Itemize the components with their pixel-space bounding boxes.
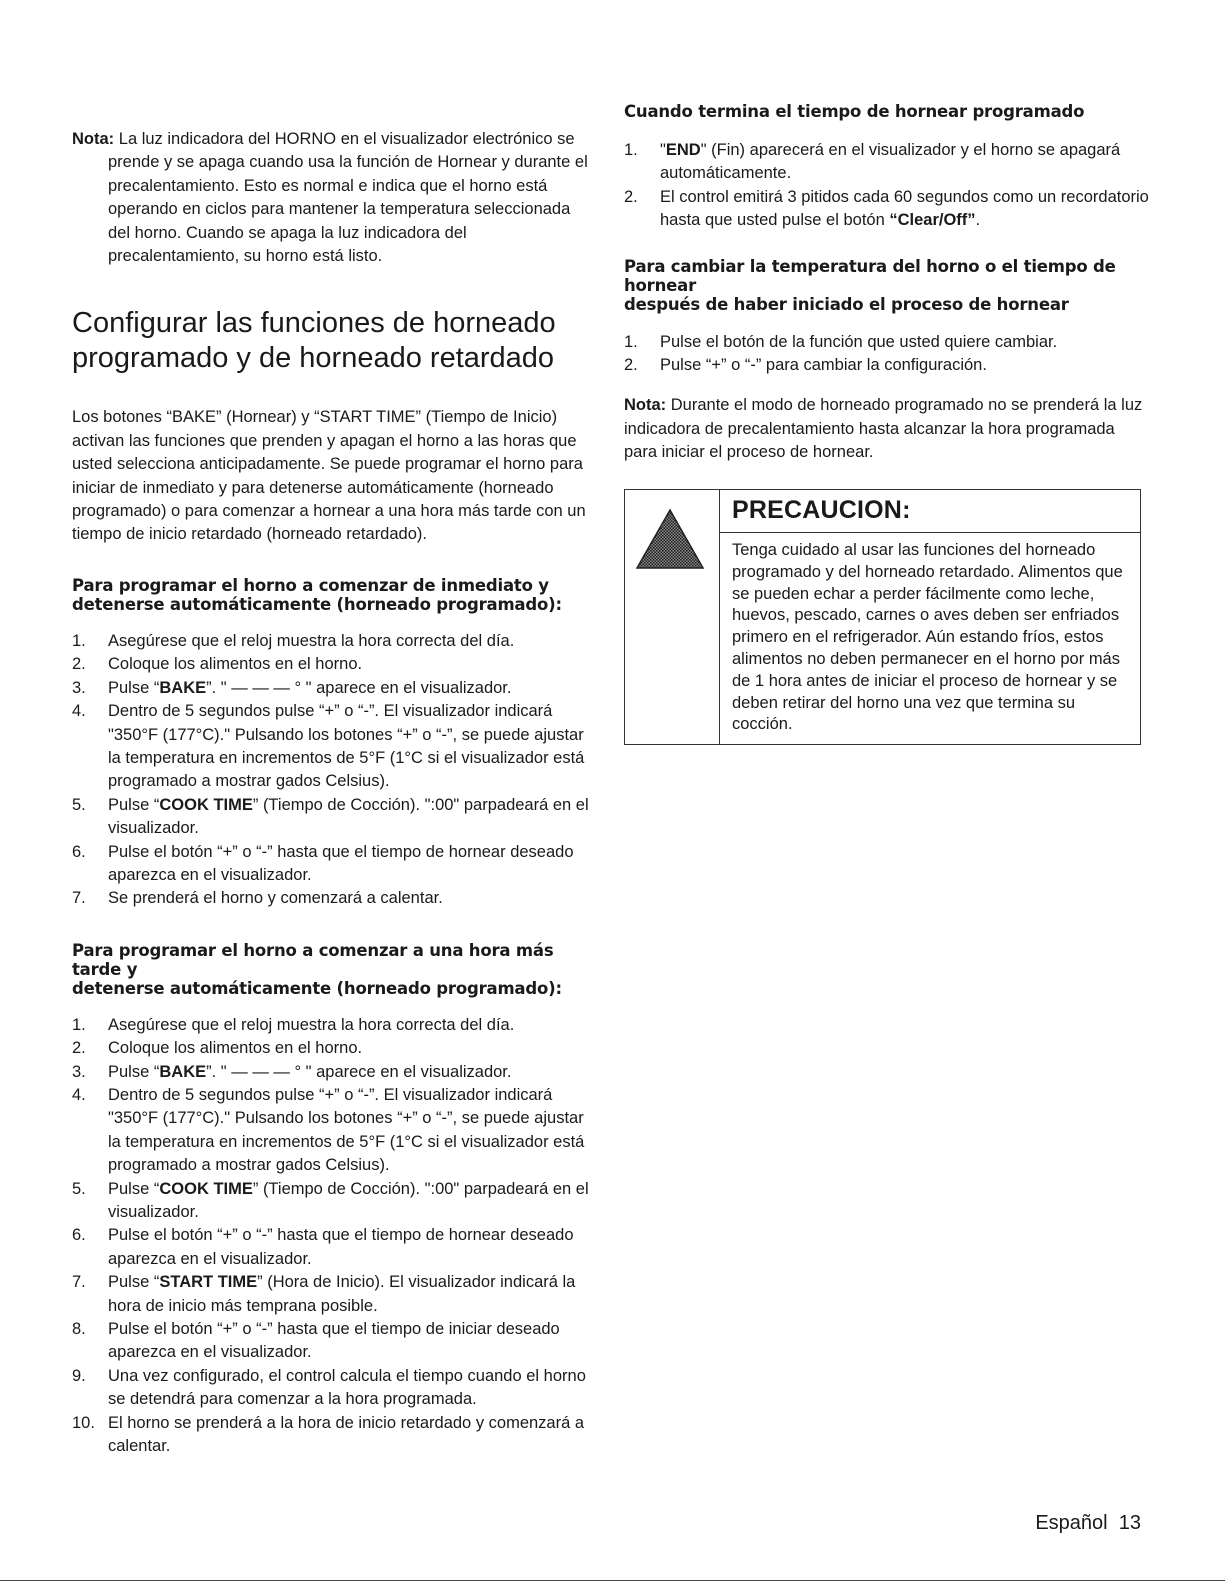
list-item [624, 186, 1149, 233]
end-of-time-heading: Cuando termina el tiempo de hornear programado [624, 102, 1085, 121]
list-item [624, 331, 1149, 354]
oven-light-note [72, 128, 592, 268]
caution-icon-cell [625, 490, 720, 744]
list-item [72, 1014, 592, 1037]
step-number: 5. [72, 795, 86, 814]
step-text: El horno se prenderá a la hora de inicio retardado y comenzará a calentar. [108, 1413, 585, 1456]
right-column [624, 102, 1149, 465]
step-number: 3. [72, 1062, 86, 1081]
change-heading-line1: Para cambiar la temperatura del horno o el tiempo de hornear [624, 256, 1116, 295]
step-text: Pulse el botón “+” o “-” hasta que el tiempo de hornear deseado aparezca en el visualizador. [108, 842, 574, 884]
step-number: 6. [72, 842, 86, 861]
step-number: 2. [624, 356, 638, 375]
caution-title-cell [720, 490, 1140, 533]
section-title-line1: Configurar las funciones de horneado [72, 307, 556, 340]
list-item [72, 630, 592, 653]
step-text: Pulse “+” o “-” para cambiar la configuración. [660, 356, 987, 375]
list-item [72, 700, 592, 794]
step-number: 1. [72, 631, 86, 650]
immediate-heading-line2: detenerse automáticamente (horneado programado): [72, 594, 562, 614]
list-item [72, 1318, 592, 1365]
delayed-heading [72, 941, 592, 998]
footer-language: Español [1035, 1512, 1108, 1534]
step-number: 2. [72, 655, 86, 674]
step-number: 9. [72, 1366, 86, 1385]
list-item [72, 1365, 592, 1412]
left-column [72, 128, 592, 1458]
step-number: 2. [72, 1039, 86, 1058]
step-text-after: ” (Tiempo de Cocción). ":00" parpadeará en el visualizador. [108, 795, 589, 838]
step-number: 1. [624, 141, 638, 159]
page-number: 13 [1118, 1512, 1141, 1534]
step-number: 1. [72, 1015, 86, 1034]
list-item [72, 887, 592, 910]
list-item [72, 794, 592, 841]
delayed-heading-line1: Para programar el horno a comenzar a una hora más tarde y [72, 940, 554, 979]
step-button-label: BAKE [159, 678, 207, 697]
step-text: Pulse el botón de la función que usted quiere cambiar. [660, 332, 1058, 351]
list-item [624, 139, 1149, 186]
delayed-steps-list [72, 1014, 592, 1459]
list-item [72, 677, 592, 700]
step-button-label: START TIME [159, 1273, 258, 1292]
step-text: Se prenderá el horno y comenzará a calentar. [108, 889, 443, 908]
intro-paragraph: Los botones “BAKE” (Hornear) y “START TIME” (Tiempo de Inicio) activan las funciones que prenden y apagan el horno a las horas que usted selecciona anticipadamente. Se puede programar el horno para iniciar de inmediato y para detenerse automáticamente (horneado programado) o para comenzar a hornear a una hora más tarde con un tiempo de inicio retardado (horneado retardado). [72, 408, 586, 544]
step-button-label: COOK TIME [159, 1179, 253, 1198]
step-text-after: ” (Hora de Inicio). El visualizador indicará la hora de inicio más temprana posible. [108, 1273, 576, 1315]
step-text: Coloque los alimentos en el horno. [108, 1039, 363, 1058]
warning-triangle-icon [635, 508, 705, 570]
change-steps-list [624, 331, 1149, 378]
section-title-line2: programado y de horneado retardado [72, 342, 555, 375]
note-label: Nota: [72, 130, 115, 148]
step-text: Pulse el botón “+” o “-” hasta que el tiempo de iniciar deseado aparezca en el visualizador. [108, 1320, 560, 1362]
step-text: Pulse “ [108, 678, 160, 697]
step-text-after: ” (Tiempo de Cocción). ":00" parpadeará en el visualizador. [108, 1179, 589, 1221]
step-number: 10. [72, 1413, 95, 1432]
list-item [72, 1178, 592, 1225]
step-number: 5. [72, 1179, 86, 1198]
step-text: Pulse “ [108, 1273, 160, 1292]
end-of-time-steps-list [624, 139, 1149, 233]
step-text-after: . [975, 211, 981, 230]
step-number: 8. [72, 1320, 86, 1339]
list-item [72, 1271, 592, 1318]
caution-title: PRECAUCION: [732, 496, 911, 524]
caution-text: Tenga cuidado al usar las funciones del horneado programado y del horneado retardado. Alimentos que se pueden echar a perder fácilmente como leche, huevos, pescado, carnes o aves deben ser enfriados primero en el refrigerador. Aún estando fríos, estos alimentos no deben permanecer en el horno por más de 1 hora antes de iniciar el proceso de hornear y se deben retirar del horno una vez que termina su cocción. [732, 541, 1123, 734]
page-footer [1035, 1512, 1141, 1535]
step-text: Pulse “ [108, 795, 160, 814]
step-text-after: " (Fin) aparecerá en el visualizador y el horno se apagará automáticamente. [660, 141, 1121, 183]
step-number: 6. [72, 1226, 86, 1245]
delayed-heading-line2: detenerse automáticamente (horneado programado): [72, 978, 562, 998]
immediate-heading [72, 576, 592, 614]
list-item [72, 1061, 592, 1084]
step-number: 4. [72, 702, 86, 721]
step-text: El control emitirá 3 pitidos cada 60 segundos como un recordatorio hasta que usted pulse el botón [660, 187, 1149, 230]
list-item [72, 841, 592, 888]
change-heading [624, 257, 1149, 314]
step-text: Asegúrese que el reloj muestra la hora correcta del día. [108, 1015, 515, 1034]
step-number: 1. [624, 332, 638, 351]
step-number: 3. [72, 678, 86, 697]
note-right-text: Durante el modo de horneado programado no se prenderá la luz indicadora de precalentamiento hasta alcanzar la hora programada para iniciar el proceso de hornear. [624, 396, 1143, 462]
step-text: Pulse “ [108, 1062, 160, 1081]
step-text: " [660, 141, 666, 159]
step-button-label: “Clear/Off” [889, 211, 976, 230]
step-text: Pulse el botón “+” o “-” hasta que el tiempo de hornear deseado aparezca en el visualizador. [108, 1226, 574, 1268]
list-item [72, 653, 592, 676]
step-text: Asegúrese que el reloj muestra la hora correcta del día. [108, 631, 515, 650]
note-right-label: Nota: [624, 396, 667, 415]
step-text: Coloque los alimentos en el horno. [108, 655, 363, 674]
step-button-label: BAKE [159, 1062, 207, 1081]
list-item [72, 1084, 592, 1178]
step-button-label: COOK TIME [159, 795, 253, 814]
step-text: Una vez configurado, el control calcula el tiempo cuando el horno se detendrá para comenzar a la hora programada. [108, 1366, 586, 1409]
step-number: 7. [72, 889, 86, 908]
list-item [72, 1224, 592, 1271]
immediate-heading-line1: Para programar el horno a comenzar de inmediato y [72, 575, 549, 595]
change-heading-line2: después de haber iniciado el proceso de hornear [624, 294, 1069, 314]
section-title [72, 306, 592, 376]
list-item [72, 1037, 592, 1060]
step-text: Dentro de 5 segundos pulse “+” o “-”. El visualizador indicará "350°F (177°C)." Pulsando los botones “+” o “-”, se puede ajustar la temperatura en incrementos de 5°F (1°C si el visualizador está programado a mostrar gados Celsius). [108, 702, 585, 791]
step-text-after: ”. " — — — ° " aparece en el visualizador. [206, 678, 512, 697]
step-text-after: ”. " — — — ° " aparece en el visualizador. [206, 1062, 512, 1081]
step-button-label: END [665, 141, 701, 159]
step-number: 4. [72, 1085, 86, 1104]
list-item [72, 1412, 592, 1459]
step-text: Pulse “ [108, 1179, 160, 1198]
note-text: La luz indicadora del HORNO en el visualizador electrónico se prende y se apaga cuando usa la función de Hornear y durante el precalentamiento. Esto es normal e indica que el horno está operando en ciclos para mantener la temperatura seleccionada del horno. Cuando se apaga la luz indicadora del precalentamiento, su horno está listo. [108, 130, 588, 266]
step-number: 2. [624, 187, 638, 206]
step-number: 7. [72, 1273, 86, 1292]
bottom-rule [0, 1580, 1225, 1581]
step-text: Dentro de 5 segundos pulse “+” o “-”. El visualizador indicará "350°F (177°C)." Pulsando los botones “+” o “-”, se puede ajustar la temperatura en incrementos de 5°F (1°C si el visualizador está programado a mostrar gados Celsius). [108, 1085, 585, 1175]
list-item [624, 354, 1149, 377]
caution-box [624, 489, 1141, 745]
preheat-note [624, 394, 1149, 464]
immediate-steps-list [72, 630, 592, 911]
